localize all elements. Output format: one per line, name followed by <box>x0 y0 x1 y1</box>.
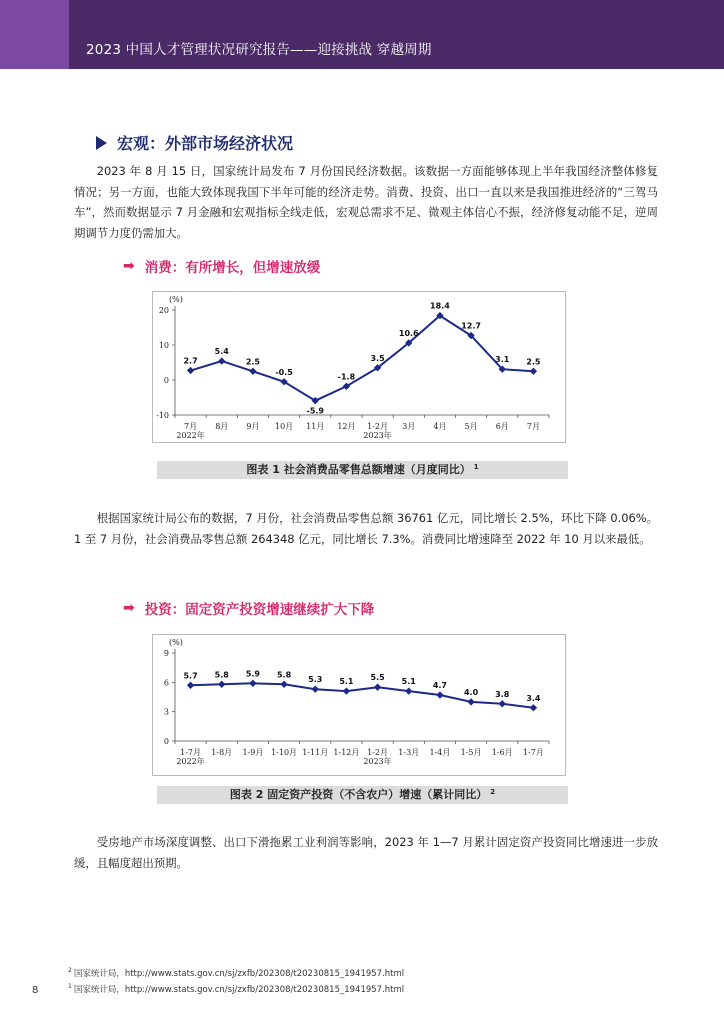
y-tick-label: -10 <box>156 411 169 420</box>
series-line <box>191 316 534 401</box>
data-label: 18.4 <box>430 301 450 311</box>
x-tick-label: 10月 <box>274 422 294 431</box>
right-arrow-icon: ➡ <box>123 600 135 616</box>
footnote-mark: 2 <box>68 967 72 974</box>
data-label: 3.1 <box>495 355 510 365</box>
x-tick-label: 1-2月 <box>367 422 389 431</box>
data-label: 12.7 <box>461 321 481 331</box>
x-tick-label: 1-7月 <box>180 748 202 757</box>
data-point <box>436 691 443 698</box>
x-tick-label: 7月 <box>184 422 198 431</box>
x-year-label: 2023年 <box>363 431 392 440</box>
footnote-item <box>68 966 404 982</box>
x-tick-label: 1-12月 <box>333 748 360 757</box>
investment-heading <box>123 598 374 618</box>
x-tick-label: 1-7月 <box>522 748 544 757</box>
right-arrow-icon: ➡ <box>123 258 135 274</box>
series-line <box>191 683 534 708</box>
y-tick-label: 0 <box>163 737 169 746</box>
data-point <box>218 357 225 364</box>
x-tick-label: 1-2月 <box>367 748 389 757</box>
x-tick-label: 1-4月 <box>429 748 451 757</box>
x-tick-label: 4月 <box>433 422 447 431</box>
data-label: 5.5 <box>370 673 385 683</box>
x-tick-label: 6月 <box>495 422 509 431</box>
figure-1-caption <box>157 461 568 479</box>
x-tick-label: 9月 <box>246 422 260 431</box>
data-label: 3.4 <box>526 693 541 703</box>
retail-sales-growth-chart-svg <box>153 292 565 442</box>
data-label: -1.8 <box>337 372 356 382</box>
x-tick-label: 11月 <box>306 422 325 431</box>
data-label: 3.8 <box>495 689 510 699</box>
section-heading-text: 宏观：外部市场经济状况 <box>117 134 294 153</box>
y-tick-label: 3 <box>163 707 169 717</box>
footnotes <box>68 966 404 998</box>
data-label: 3.5 <box>370 353 385 363</box>
data-label: -0.5 <box>275 367 293 377</box>
retail-sales-growth-chart <box>152 291 566 443</box>
data-point <box>312 686 319 693</box>
fixed-asset-investment-chart-svg <box>153 635 565 775</box>
consumption-heading-text: 消费：有所增长，但增速放缓 <box>144 260 321 276</box>
x-tick-label: 1-8月 <box>211 748 233 757</box>
y-tick-label: 10 <box>158 341 169 350</box>
data-point <box>467 698 474 705</box>
data-label: -5.9 <box>306 406 324 416</box>
data-point <box>249 368 256 375</box>
x-tick-label: 5月 <box>464 422 478 431</box>
data-point <box>530 368 537 375</box>
x-tick-label: 3月 <box>402 422 416 431</box>
y-tick-label: 0 <box>163 376 169 385</box>
fixed-asset-investment-chart <box>152 634 566 776</box>
data-label: 5.4 <box>214 347 229 357</box>
data-point <box>218 681 225 688</box>
figure-2-caption-text: 图表 2 固定资产投资（不含农户）增速（累计同比） <box>229 788 488 801</box>
x-tick-label: 1-10月 <box>271 748 298 757</box>
page-number: 8 <box>32 985 39 996</box>
x-tick-label: 1-6月 <box>491 748 513 757</box>
figure-2-footnote-ref[interactable]: 2 <box>490 788 496 796</box>
data-point <box>187 367 194 374</box>
data-label: 4.0 <box>463 687 479 697</box>
data-label: 5.1 <box>401 677 416 687</box>
data-label: 5.9 <box>245 669 261 679</box>
data-point <box>499 700 506 707</box>
data-label: 2.7 <box>183 356 198 366</box>
y-tick-label: 20 <box>158 306 169 315</box>
data-label: 2.5 <box>526 357 541 367</box>
data-label: 2.5 <box>245 357 261 367</box>
footnote-link[interactable]: 国家统计局，http://www.stats.gov.cn/sj/zxfb/202308/t20230815_1941957.html <box>73 969 405 979</box>
y-axis-unit: (%) <box>169 638 183 647</box>
x-tick-label: 12月 <box>337 422 356 431</box>
x-tick-label: 1-5月 <box>460 748 482 757</box>
header-accent-block <box>0 0 69 69</box>
x-tick-label: 1-9月 <box>242 748 264 757</box>
investment-heading-text: 投资：固定资产投资增速继续扩大下降 <box>144 602 375 618</box>
page-header <box>0 0 724 69</box>
figure-2-caption <box>157 786 568 804</box>
y-tick-label: 9 <box>163 649 169 658</box>
data-point <box>405 687 412 694</box>
x-tick-label: 7月 <box>526 422 540 431</box>
data-point <box>249 680 256 687</box>
figure-1-footnote-ref[interactable]: 1 <box>473 463 479 471</box>
figure-1-caption-text: 图表 1 社会消费品零售总额增速（月度同比） <box>246 463 471 476</box>
data-label: 5.8 <box>214 670 229 680</box>
data-point <box>187 682 194 689</box>
section-heading <box>96 131 293 154</box>
y-tick-label: 6 <box>163 678 169 688</box>
data-label: 5.3 <box>308 675 323 685</box>
x-year-label: 2022年 <box>176 431 205 440</box>
data-point <box>280 681 287 688</box>
footnote-item <box>68 982 404 998</box>
x-tick-label: 1-11月 <box>302 748 329 757</box>
data-label: 10.6 <box>398 328 419 338</box>
footnote-link[interactable]: 国家统计局，http://www.stats.gov.cn/sj/zxfb/202308/t20230815_1941957.html <box>73 985 405 995</box>
data-label: 5.7 <box>183 671 198 681</box>
investment-paragraph: 受房地产市场深度调整、出口下滑拖累工业利润等影响，2023 年 1—7 月累计固定资产投资同比增速进一步放缓，且幅度超出预期。 <box>74 835 658 870</box>
header-title: 2023 中国人才管理状况研究报告——迎接挑战 穿越周期 <box>86 42 432 58</box>
triangle-bullet-icon <box>96 136 107 150</box>
y-axis-unit: (%) <box>169 295 183 304</box>
footnote-mark: 1 <box>68 983 72 990</box>
data-label: 5.1 <box>339 677 354 687</box>
consumption-paragraph: 根据国家统计局公布的数据，7 月份，社会消费品零售总额 36761 亿元，同比增长 2.5%，环比下降 0.06%。1 至 7 月份，社会消费品零售总额 264348 亿元，同比增长 7.3%。消费同比增速降至 2022 年 10 月以来最低。 <box>74 511 658 546</box>
data-label: 4.7 <box>432 681 448 691</box>
x-year-label: 2022年 <box>176 757 205 766</box>
data-label: 5.8 <box>276 670 292 680</box>
data-point <box>374 684 381 691</box>
x-tick-label: 1-3月 <box>398 748 420 757</box>
x-tick-label: 8月 <box>215 422 229 431</box>
data-point <box>343 687 350 694</box>
intro-paragraph: 2023 年 8 月 15 日，国家统计局发布 7 月份国民经济数据。该数据一方面能够体现上半年我国经济整体修复情况；另一方面，也能大致体现我国下半年可能的经济走势。消费、投资、出口一直以来是我国推进经济的“三驾马车”，然而数据显示 7 月金融和宏观指标全线走低，宏观总需求不足、微观主体信心不振，经济修复动能不足，逆周期调节力度仍需加大。 <box>74 164 658 240</box>
data-point <box>530 704 537 711</box>
consumption-heading <box>123 256 320 276</box>
x-year-label: 2023年 <box>363 757 392 766</box>
